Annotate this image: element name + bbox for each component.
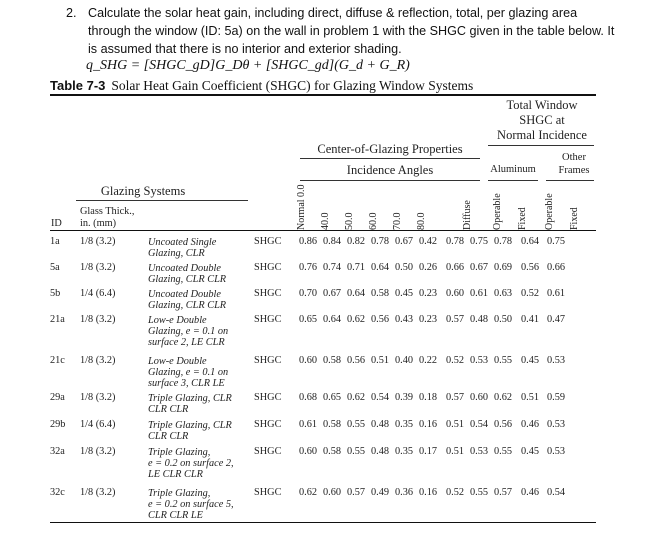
shgc-value: 0.40 xyxy=(395,355,414,366)
table-caption-text: Solar Heat Gain Coefficient (SHGC) for Glazing Window Systems xyxy=(111,78,474,93)
row-glass-thickness: 1/8 (3.2) xyxy=(80,487,116,498)
glass-thick-header-2: in. (mm) xyxy=(80,218,117,229)
col-header-diffuse: Diffuse xyxy=(462,200,473,230)
shgc-value: 0.64 xyxy=(371,262,390,273)
col-header-normal: Normal 0.0 xyxy=(296,184,307,230)
other-frames-header: Other Frames xyxy=(558,152,590,176)
shgc-value: 0.56 xyxy=(521,262,540,273)
row-property: SHGC xyxy=(254,355,282,366)
shgc-value: 0.78 xyxy=(446,236,465,247)
shgc-value: 0.67 xyxy=(395,236,414,247)
problem-number: 2. xyxy=(66,6,77,20)
shgc-value: 0.65 xyxy=(323,392,342,403)
row-glass-thickness: 1/8 (3.2) xyxy=(80,355,116,366)
shgc-value: 0.16 xyxy=(419,487,438,498)
glazing-description-line: Triple Glazing, xyxy=(148,488,211,499)
shgc-value: 0.46 xyxy=(521,419,540,430)
row-glass-thickness: 1/8 (3.2) xyxy=(80,262,116,273)
glazing-description-line: LE CLR CLR xyxy=(148,469,203,480)
glazing-description-line: Glazing, CLR xyxy=(148,248,205,259)
problem-line-1: Calculate the solar heat gain, including direct, diffuse & reflection, total, per glazing area xyxy=(88,6,578,20)
row-glazing-description xyxy=(148,447,256,480)
row-id: 32a xyxy=(50,446,65,457)
shgc-value: 0.78 xyxy=(494,236,513,247)
row-property: SHGC xyxy=(254,419,282,430)
shgc-value: 0.58 xyxy=(371,288,390,299)
shgc-value: 0.66 xyxy=(446,262,465,273)
shgc-value: 0.66 xyxy=(547,262,566,273)
col-header-80: 80.0 xyxy=(416,212,427,230)
shgc-value: 0.74 xyxy=(323,262,342,273)
shgc-value: 0.26 xyxy=(419,262,438,273)
shgc-value: 0.55 xyxy=(470,487,489,498)
glazing-description-line: e = 0.2 on surface 2, xyxy=(148,458,234,469)
shgc-value: 0.45 xyxy=(395,288,414,299)
shgc-value: 0.60 xyxy=(299,446,318,457)
shgc-value: 0.82 xyxy=(347,236,366,247)
incidence-angles-rule xyxy=(300,180,480,181)
row-property: SHGC xyxy=(254,236,282,247)
shgc-value: 0.46 xyxy=(521,487,540,498)
shgc-value: 0.62 xyxy=(494,392,513,403)
row-property: SHGC xyxy=(254,288,282,299)
glazing-systems-rule xyxy=(76,200,248,201)
row-glass-thickness: 1/4 (6.4) xyxy=(80,419,116,430)
shgc-value: 0.86 xyxy=(299,236,318,247)
shgc-value: 0.75 xyxy=(470,236,489,247)
row-property: SHGC xyxy=(254,314,282,325)
col-header-60: 60.0 xyxy=(368,212,379,230)
center-of-glazing-header: Center-of-Glazing Properties xyxy=(317,142,463,156)
row-glazing-description xyxy=(148,488,256,521)
glazing-description-line: Triple Glazing, xyxy=(148,447,211,458)
shgc-value: 0.64 xyxy=(521,236,540,247)
shgc-value: 0.41 xyxy=(521,314,540,325)
row-glass-thickness: 1/8 (3.2) xyxy=(80,314,116,325)
shgc-value: 0.35 xyxy=(395,446,414,457)
row-id: 21a xyxy=(50,314,65,325)
shgc-value: 0.70 xyxy=(299,288,318,299)
glazing-description-line: surface 3, CLR LE xyxy=(148,378,225,389)
shgc-value: 0.56 xyxy=(371,314,390,325)
problem-line-2: through the window (ID: 5a) on the wall in problem 1 with the SHGC given in the table below. It xyxy=(88,24,615,38)
row-glazing-description xyxy=(148,315,256,348)
shgc-value: 0.67 xyxy=(323,288,342,299)
shgc-value: 0.36 xyxy=(395,487,414,498)
shgc-value: 0.52 xyxy=(446,355,465,366)
row-id: 5b xyxy=(50,288,61,299)
shgc-value: 0.60 xyxy=(446,288,465,299)
row-id: 5a xyxy=(50,262,60,273)
table-bottom-rule xyxy=(50,522,596,523)
shgc-value: 0.45 xyxy=(521,355,540,366)
shgc-value: 0.76 xyxy=(299,262,318,273)
total-window-header: Total Window SHGC at Normal Incidence xyxy=(497,98,587,142)
col-header-aluminum-operable: Operable xyxy=(492,193,503,230)
aluminum-rule xyxy=(488,180,538,181)
row-glass-thickness: 1/4 (6.4) xyxy=(80,288,116,299)
shgc-value: 0.63 xyxy=(494,288,513,299)
shgc-value: 0.55 xyxy=(494,446,513,457)
shgc-value: 0.54 xyxy=(547,487,566,498)
glazing-description-line: surface 2, LE CLR xyxy=(148,337,225,348)
col-header-50: 50.0 xyxy=(344,212,355,230)
header-bottom-rule xyxy=(50,230,596,231)
col-header-40: 40.0 xyxy=(320,212,331,230)
glazing-description-line: Low-e Double xyxy=(148,356,207,367)
table-caption-label: Table 7-3 xyxy=(50,78,106,93)
shgc-value: 0.47 xyxy=(547,314,566,325)
shgc-value: 0.62 xyxy=(299,487,318,498)
glazing-description-line: CLR CLR xyxy=(148,431,189,442)
row-id: 29b xyxy=(50,419,66,430)
shgc-value: 0.16 xyxy=(419,419,438,430)
row-glazing-description xyxy=(148,289,256,311)
shgc-value: 0.64 xyxy=(323,314,342,325)
shgc-value: 0.65 xyxy=(299,314,318,325)
shgc-value: 0.58 xyxy=(323,446,342,457)
shgc-value: 0.53 xyxy=(470,446,489,457)
shgc-value: 0.53 xyxy=(547,419,566,430)
row-glazing-description xyxy=(148,393,256,415)
glazing-description-line: Uncoated Double xyxy=(148,263,221,274)
row-glazing-description xyxy=(148,356,256,389)
shgc-value: 0.57 xyxy=(494,487,513,498)
shgc-value: 0.58 xyxy=(323,419,342,430)
row-glass-thickness: 1/8 (3.2) xyxy=(80,392,116,403)
shg-formula: q_SHG = [SHGC_gD]G_Dθ + [SHGC_gd](G_d + G_R) xyxy=(86,58,410,73)
row-id: 21c xyxy=(50,355,65,366)
shgc-value: 0.54 xyxy=(371,392,390,403)
glazing-systems-header: Glazing Systems xyxy=(100,184,186,198)
glazing-description-line: Glazing, CLR CLR xyxy=(148,300,227,311)
row-property: SHGC xyxy=(254,262,282,273)
shgc-value: 0.22 xyxy=(419,355,438,366)
glass-thick-header-1: Glass Thick., xyxy=(80,206,135,217)
glazing-description-line: Uncoated Double xyxy=(148,289,221,300)
shgc-value: 0.52 xyxy=(446,487,465,498)
row-property: SHGC xyxy=(254,446,282,457)
shgc-value: 0.56 xyxy=(347,355,366,366)
shgc-value: 0.55 xyxy=(347,419,366,430)
shgc-value: 0.48 xyxy=(470,314,489,325)
shgc-value: 0.60 xyxy=(470,392,489,403)
row-glazing-description xyxy=(148,263,256,285)
glazing-description-line: Low-e Double xyxy=(148,315,207,326)
shgc-value: 0.18 xyxy=(419,392,438,403)
col-header-other-operable: Operable xyxy=(544,193,555,230)
shgc-value: 0.56 xyxy=(494,419,513,430)
shgc-value: 0.23 xyxy=(419,314,438,325)
shgc-value: 0.48 xyxy=(371,419,390,430)
shgc-value: 0.68 xyxy=(299,392,318,403)
shgc-value: 0.55 xyxy=(494,355,513,366)
shgc-value: 0.84 xyxy=(323,236,342,247)
glazing-description-line: Triple Glazing, CLR xyxy=(148,393,232,404)
shgc-value: 0.57 xyxy=(446,314,465,325)
row-id: 32c xyxy=(50,487,65,498)
shgc-value: 0.75 xyxy=(547,236,566,247)
center-of-glazing-rule xyxy=(300,158,480,159)
shgc-value: 0.60 xyxy=(299,355,318,366)
glazing-description-line: Glazing, e = 0.1 on xyxy=(148,326,229,337)
shgc-value: 0.53 xyxy=(470,355,489,366)
shgc-value: 0.62 xyxy=(347,314,366,325)
col-header-other-fixed: Fixed xyxy=(569,207,580,230)
incidence-angles-header: Incidence Angles xyxy=(346,163,434,177)
shgc-value: 0.69 xyxy=(494,262,513,273)
shgc-value: 0.71 xyxy=(347,262,366,273)
shgc-value: 0.51 xyxy=(446,446,465,457)
shgc-value: 0.51 xyxy=(371,355,390,366)
table-top-rule xyxy=(50,94,596,96)
shgc-value: 0.50 xyxy=(395,262,414,273)
row-glazing-description xyxy=(148,237,256,259)
shgc-value: 0.59 xyxy=(547,392,566,403)
shgc-value: 0.57 xyxy=(347,487,366,498)
row-glass-thickness: 1/8 (3.2) xyxy=(80,446,116,457)
other-frames-rule xyxy=(546,180,594,181)
shgc-value: 0.17 xyxy=(419,446,438,457)
shgc-value: 0.49 xyxy=(371,487,390,498)
aluminum-header: Aluminum xyxy=(490,164,536,175)
shgc-value: 0.45 xyxy=(521,446,540,457)
shgc-value: 0.53 xyxy=(547,446,566,457)
shgc-value: 0.51 xyxy=(521,392,540,403)
shgc-value: 0.61 xyxy=(299,419,318,430)
row-property: SHGC xyxy=(254,487,282,498)
shgc-value: 0.60 xyxy=(323,487,342,498)
shgc-value: 0.67 xyxy=(470,262,489,273)
shgc-value: 0.43 xyxy=(395,314,414,325)
glazing-description-line: Triple Glazing, CLR xyxy=(148,420,232,431)
shgc-value: 0.55 xyxy=(347,446,366,457)
glazing-description-line: CLR CLR xyxy=(148,404,189,415)
shgc-value: 0.39 xyxy=(395,392,414,403)
glazing-description-line: Glazing, e = 0.1 on xyxy=(148,367,229,378)
col-header-70: 70.0 xyxy=(392,212,403,230)
shgc-value: 0.61 xyxy=(470,288,489,299)
row-id: 29a xyxy=(50,392,65,403)
shgc-value: 0.23 xyxy=(419,288,438,299)
row-glazing-description xyxy=(148,420,256,442)
shgc-value: 0.61 xyxy=(547,288,566,299)
glazing-description-line: CLR CLR LE xyxy=(148,510,203,521)
shgc-value: 0.78 xyxy=(371,236,390,247)
row-glass-thickness: 1/8 (3.2) xyxy=(80,236,116,247)
shgc-value: 0.62 xyxy=(347,392,366,403)
shgc-value: 0.35 xyxy=(395,419,414,430)
shgc-value: 0.48 xyxy=(371,446,390,457)
glazing-description-line: e = 0.2 on surface 5, xyxy=(148,499,234,510)
row-id: 1a xyxy=(50,236,60,247)
shgc-value: 0.52 xyxy=(521,288,540,299)
shgc-value: 0.54 xyxy=(470,419,489,430)
shgc-value: 0.57 xyxy=(446,392,465,403)
id-header: ID xyxy=(51,218,62,229)
problem-line-3: is assumed that there is no interior and exterior shading. xyxy=(88,42,402,56)
shgc-value: 0.51 xyxy=(446,419,465,430)
row-property: SHGC xyxy=(254,392,282,403)
col-header-aluminum-fixed: Fixed xyxy=(517,207,528,230)
shgc-value: 0.42 xyxy=(419,236,438,247)
table-caption xyxy=(50,78,473,94)
shgc-value: 0.50 xyxy=(494,314,513,325)
glazing-description-line: Glazing, CLR CLR xyxy=(148,274,227,285)
total-window-rule xyxy=(488,145,594,146)
glazing-description-line: Uncoated Single xyxy=(148,237,217,248)
shgc-value: 0.64 xyxy=(347,288,366,299)
shgc-value: 0.58 xyxy=(323,355,342,366)
shgc-value: 0.53 xyxy=(547,355,566,366)
